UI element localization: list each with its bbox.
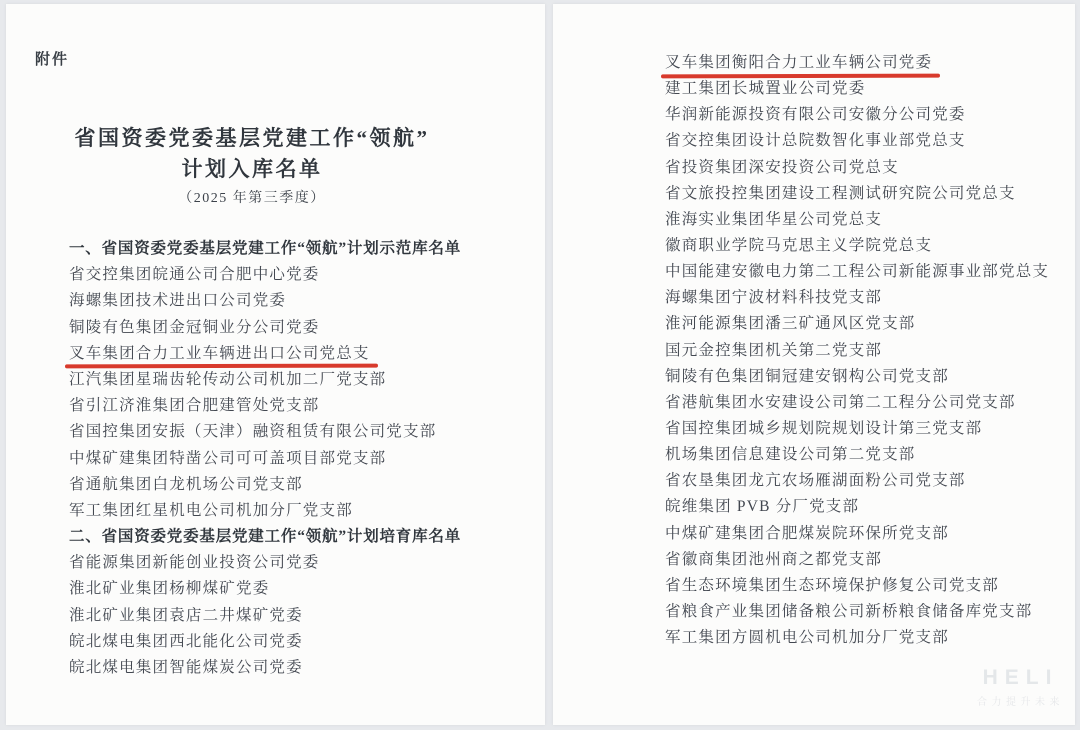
- right-page-list: [665, 50, 1049, 651]
- list-item: 中煤矿建集团特凿公司可可盖项目部党支部: [69, 449, 387, 467]
- list-item: 淮河能源集团潘三矿通风区党支部: [665, 315, 916, 333]
- document-page-left: [6, 4, 545, 725]
- list-item: 省国控集团安振（天津）融资租赁有限公司党支部: [69, 423, 437, 441]
- list-item: 中国能建安徽电力第二工程公司新能源事业部党总支: [665, 263, 1050, 281]
- document-page-right: [553, 4, 1075, 725]
- list-item: 华润新能源投资有限公司安徽分公司党委: [665, 106, 966, 124]
- heli-watermark-slogan: 合力提升未来: [977, 697, 1064, 708]
- list-item: 建工集团长城置业公司党委: [665, 80, 866, 98]
- list-item: 皖北煤电集团智能煤炭公司党委: [69, 659, 303, 676]
- list-item: 徽商职业学院马克思主义学院党总支: [665, 236, 933, 254]
- section-2-heading: 二、省国资委党委基层党建工作“领航”计划培育库名单: [69, 528, 462, 546]
- document-title: [6, 123, 498, 185]
- document-title-line1: 省国资委党委基层党建工作“领航”: [74, 126, 430, 150]
- list-item: 淮北矿业集团袁店二井煤矿党委: [69, 606, 303, 624]
- list-item: 军工集团红星机电公司机加分厂党支部: [69, 501, 353, 519]
- list-item: 省引江济淮集团合肥建管处党支部: [69, 397, 320, 415]
- list-item: 军工集团方圆机电公司机加分厂党支部: [665, 629, 949, 647]
- attachment-label: 附件: [35, 52, 70, 68]
- list-item: 铜陵有色集团铜冠建安钢构公司党支部: [665, 367, 949, 385]
- left-page-list: [69, 236, 461, 681]
- list-item: 省徽商集团池州商之都党支部: [665, 550, 883, 568]
- red-underlined-text: 叉车集团合力工业车辆进出口公司党总支: [69, 341, 370, 367]
- section-1-heading: 一、省国资委党委基层党建工作“领航”计划示范库名单: [69, 240, 462, 257]
- list-item: 皖北煤电集团西北能化公司党委: [69, 632, 303, 650]
- list-item: 中煤矿建集团合肥煤炭院环保所党支部: [665, 524, 949, 542]
- list-item: 国元金控集团机关第二党支部: [665, 341, 883, 359]
- document-title-line2: 计划入库名单: [181, 157, 323, 181]
- list-item: 省通航集团白龙机场公司党支部: [69, 475, 303, 493]
- heli-watermark-brand: HELI: [982, 666, 1059, 689]
- list-item: 省国控集团城乡规划院规划设计第三党支部: [665, 419, 983, 437]
- list-item: 省文旅投控集团建设工程测试研究院公司党总支: [665, 184, 1016, 202]
- list-item: 海螺集团宁波材料科技党支部: [665, 289, 883, 307]
- list-item: 省生态环境集团生态环境保护修复公司党支部: [665, 576, 1000, 594]
- list-item: 省投资集团深安投资公司党总支: [665, 158, 899, 176]
- list-item: 皖维集团 PVB 分厂党支部: [665, 498, 860, 516]
- list-item: 海螺集团技术进出口公司党委: [69, 292, 287, 310]
- list-item-highlighted: [69, 341, 461, 367]
- list-item-highlighted: [665, 50, 1049, 76]
- list-item: 江汽集团星瑞齿轮传动公司机加二厂党支部: [69, 370, 387, 388]
- list-item: 淮北矿业集团杨柳煤矿党委: [69, 580, 270, 598]
- list-item: 省港航集团水安建设公司第二工程分公司党支部: [665, 393, 1016, 411]
- list-item: 机场集团信息建设公司第二党支部: [665, 446, 916, 464]
- list-item: 淮海实业集团华星公司党总支: [665, 210, 883, 228]
- list-item: 铜陵有色集团金冠铜业分公司党委: [69, 318, 320, 336]
- list-item: 省能源集团新能创业投资公司党委: [69, 554, 320, 572]
- document-subtitle: （2025 年第三季度）: [178, 191, 326, 206]
- heli-watermark: [977, 666, 1064, 708]
- list-item: 省交控集团设计总院数智化事业部党总支: [665, 132, 966, 150]
- list-item: 省农垦集团龙亢农场雁湖面粉公司党支部: [665, 472, 966, 490]
- list-item: 省交控集团皖通公司合肥中心党委: [69, 266, 320, 284]
- list-item: 省粮食产业集团储备粮公司新桥粮食储备库党支部: [665, 602, 1033, 620]
- red-underlined-text: 叉车集团衡阳合力工业车辆公司党委: [665, 50, 932, 76]
